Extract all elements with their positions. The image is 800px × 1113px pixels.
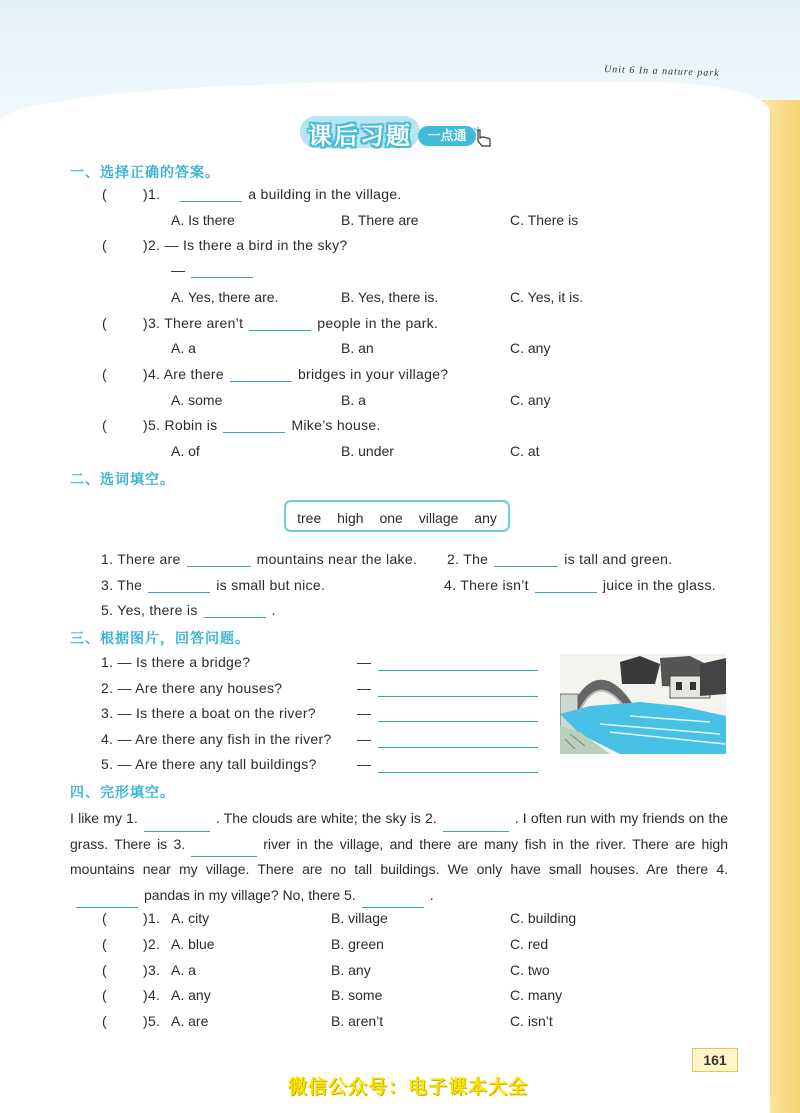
q2-response [171, 262, 259, 278]
cloze-blank-1 [144, 817, 210, 832]
cloze-blank-2 [443, 817, 509, 832]
q3-after: people in the park. [317, 315, 439, 331]
q4-stem [143, 366, 448, 382]
q5-before: Robin is [164, 417, 218, 433]
q3-blank [249, 316, 311, 331]
fill-sentence-3 [101, 577, 325, 593]
q5-blank [223, 418, 285, 433]
cloze-choice-3-a: A. a [171, 962, 196, 978]
cloze-part-3: . I often run with my friends on the grass. There is 3. [70, 810, 728, 852]
picture-question-2: 2. — Are there any houses? [101, 680, 283, 696]
q1-blank [180, 187, 242, 202]
cloze-choice-3-b: B. any [331, 962, 371, 978]
page-sheet [0, 82, 770, 1113]
picture-question-5: 5. — Are there any tall buildings? [101, 756, 317, 772]
cloze-choice-3-number: )3. [143, 962, 161, 978]
q3-option-b: B. an [341, 340, 374, 356]
unit-header: Unit 6 In a nature park [604, 63, 721, 80]
answer-dash-3: — [357, 705, 372, 721]
q4-number: )4. [143, 366, 161, 382]
section-2-title: 二、选词填空。 [70, 471, 175, 487]
q1-option-b: B. There are [341, 212, 419, 228]
q1-option-c: C. There is [510, 212, 579, 228]
q4-before: Are there [163, 366, 224, 382]
cloze-blank-5 [362, 893, 424, 908]
q5-after: Mike’s house. [291, 417, 381, 433]
q2-stem [143, 237, 347, 253]
fill-4-before: 4. There isn’t [444, 577, 529, 593]
cloze-choice-5-b: B. aren’t [331, 1013, 384, 1029]
q2-option-c: C. Yes, it is. [510, 289, 584, 305]
cloze-choice-1-a: A. city [171, 910, 210, 926]
cloze-choice-5-number: )5. [143, 1013, 161, 1029]
cloze-choice-2-a: A. blue [171, 936, 215, 952]
q2-number: )2. [143, 237, 161, 253]
cloze-choice-4-b: B. some [331, 987, 383, 1003]
watermark-text: 微信公众号：电子课本大全 [288, 1077, 529, 1098]
answer-paren: ( [102, 237, 107, 253]
picture-question-4: 4. — Are there any fish in the river? [101, 731, 332, 747]
fill-1-before: 1. There are [101, 551, 181, 567]
q5-option-c: C. at [510, 443, 540, 459]
answer-paren: ( [102, 1013, 107, 1029]
cloze-choice-5-c: C. isn’t [510, 1013, 553, 1029]
fill-3-blank [148, 578, 210, 593]
fill-sentence-4 [444, 577, 716, 593]
cloze-part-2: . The clouds are white; the sky is 2. [215, 810, 437, 826]
cloze-part-6: . [429, 886, 434, 903]
q5-option-a: A. of [171, 443, 200, 459]
q2-option-a: A. Yes, there are. [171, 289, 279, 305]
cloze-blank-4 [76, 893, 138, 908]
q4-option-b: B. a [341, 392, 366, 408]
picture-question-3: 3. — Is there a boat on the river? [101, 705, 316, 721]
answer-dash-1: — [357, 654, 372, 670]
answer-paren: ( [102, 366, 107, 382]
village-bridge-picture [560, 654, 726, 754]
exercise-banner [300, 112, 500, 154]
q2-option-b: B. Yes, there is. [341, 289, 439, 305]
q3-before: There aren’t [164, 315, 244, 331]
cloze-choice-1-b: B. village [331, 910, 388, 926]
fill-3-after: is small but nice. [216, 577, 326, 593]
fill-sentence-1 [101, 551, 417, 567]
answer-dash-2: — [357, 680, 372, 696]
q5-number: )5. [143, 417, 161, 433]
q1-stem [143, 186, 402, 202]
cloze-choice-2-b: B. green [331, 936, 384, 952]
cloze-choice-1-number: )1. [143, 910, 161, 926]
q2-dash: — [171, 262, 186, 278]
answer-line-5 [378, 771, 538, 773]
fill-4-blank [535, 578, 597, 593]
cloze-part-4: river in the village, and there are many fish in the river. There are high mountains near my village. There are no tall buildings. We only have small houses. Are there 4. [70, 835, 729, 878]
answer-line-3 [378, 720, 538, 722]
fill-sentence-5 [101, 602, 276, 618]
answer-paren: ( [102, 962, 107, 978]
fill-1-after: mountains near the lake. [256, 551, 418, 567]
cloze-choice-2-number: )2. [143, 936, 161, 952]
cloze-choice-2-c: C. red [510, 936, 549, 952]
section-1-title: 一、选择正确的答案。 [70, 164, 220, 180]
fill-2-after: is tall and green. [564, 551, 673, 567]
answer-paren: ( [102, 936, 107, 952]
q3-stem [143, 315, 438, 331]
section-4-title: 四、完形填空。 [70, 784, 175, 800]
q2-blank [191, 263, 253, 278]
cloze-choice-3-c: C. two [510, 962, 550, 978]
answer-paren: ( [102, 186, 107, 202]
cloze-part-5: pandas in my village? No, there 5. [144, 886, 356, 903]
banner-subtitle: 一点通 [418, 126, 476, 146]
cloze-part-1: I like my 1. [70, 810, 138, 826]
answer-line-2 [378, 695, 538, 697]
answer-paren: ( [102, 315, 107, 331]
fill-5-after: . [271, 602, 276, 618]
answer-paren: ( [102, 417, 107, 433]
q1-number: )1. [143, 186, 161, 202]
fill-5-blank [204, 603, 266, 618]
banner-title: 课后习题 [308, 123, 412, 150]
q5-option-b: B. under [341, 443, 394, 459]
answer-line-1 [378, 669, 538, 671]
fill-4-after: juice in the glass. [602, 577, 716, 593]
q4-option-c: C. any [510, 392, 551, 408]
q4-after: bridges in your village? [297, 366, 449, 382]
q5-stem [143, 417, 381, 433]
q2-text: — Is there a bird in the sky? [164, 237, 348, 253]
fill-2-before: 2. The [447, 551, 489, 567]
q3-option-a: A. a [171, 340, 196, 356]
q3-number: )3. [143, 315, 161, 331]
page-number: 161 [692, 1048, 738, 1072]
fill-1-blank [187, 552, 251, 567]
cloze-passage [70, 806, 728, 908]
section-3-title: 三、根据图片，回答问题。 [70, 630, 250, 646]
fill-5-before: 5. Yes, there is [101, 602, 198, 618]
cloze-choice-4-number: )4. [143, 987, 161, 1003]
q1-option-a: A. Is there [171, 212, 235, 228]
q1-after: a building in the village. [248, 186, 402, 202]
q4-option-a: A. some [171, 392, 223, 408]
answer-paren: ( [102, 910, 107, 926]
answer-dash-4: — [357, 731, 372, 747]
answer-paren: ( [102, 987, 107, 1003]
fill-2-blank [494, 552, 558, 567]
pointing-hand-icon [472, 126, 496, 150]
cloze-choice-1-c: C. building [510, 910, 577, 926]
cloze-blank-3 [191, 842, 257, 857]
picture-question-1: 1. — Is there a bridge? [101, 654, 251, 670]
cloze-choice-4-a: A. any [171, 987, 211, 1003]
fill-sentence-2 [447, 551, 672, 567]
answer-line-4 [378, 746, 538, 748]
word-bank-box: tree high one village any [284, 500, 510, 532]
q4-blank [230, 367, 292, 382]
fill-3-before: 3. The [101, 577, 143, 593]
answer-dash-5: — [357, 756, 372, 772]
cloze-choice-5-a: A. are [171, 1013, 209, 1029]
cloze-choice-4-c: C. many [510, 987, 563, 1003]
q3-option-c: C. any [510, 340, 551, 356]
